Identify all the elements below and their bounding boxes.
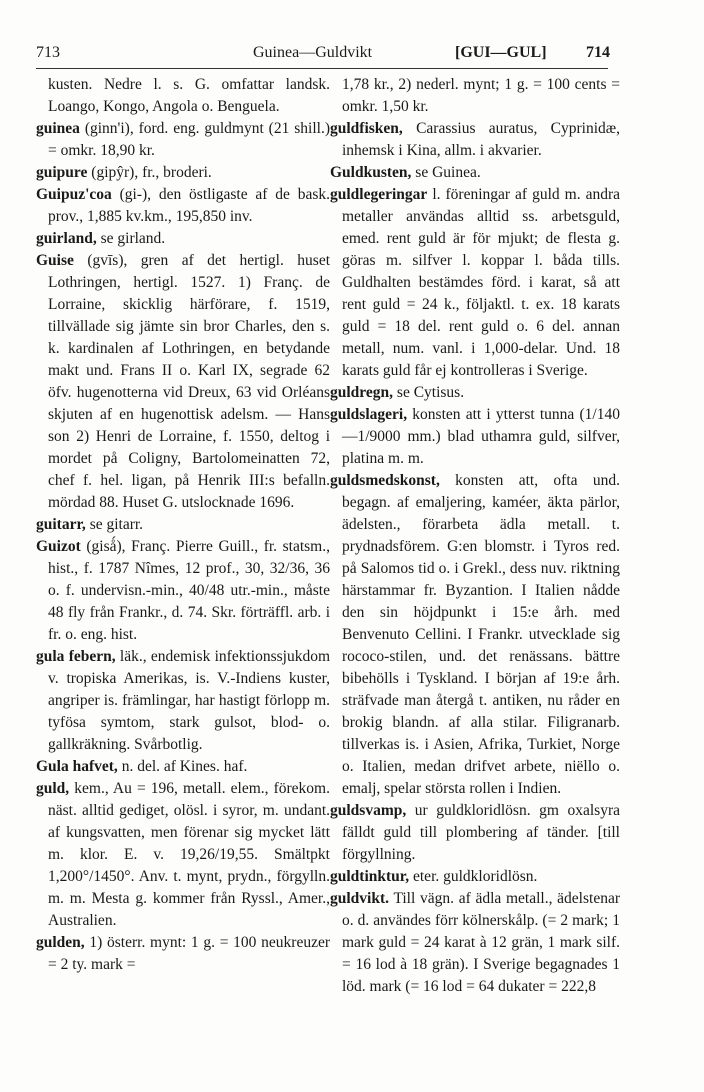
dictionary-entry — [36, 74, 330, 118]
entry-text: (ginn'i), ford. eng. guldmynt (21 shill.) = omkr. 18,90 kr. — [48, 120, 330, 159]
header-rule — [36, 68, 608, 69]
entry-text: läk., endemisk infektionssjukdom v. tropiska Amerikas, is. V.-Indiens kuster, angriper is. främlingar, har hastigt förlopp m. tyfösa symtom, stark gulsot, blod- o. gallkräkning. Svårbotlig. — [48, 648, 330, 753]
entry-text: (gvīs), gren af det hertigl. huset Lothringen, hertigl. 1527. 1) Franç. de Lorraine, skicklig härförare, f. 1519, tillvällade sig jämte sin bror Charles, den s. k. kardinalen af Lothringen, en betydande makt und. Frans II o. Karl IX, segrade 62 öfv. hugenotterna vid Dreux, 63 vid Orléans skjuten af en hugenottisk adelsm. — Hans son 2) Henri de Lorraine, f. 1550, deltog i mordet på Coligny, Bartolomeinatten 72, chef f. hel. ligan, på Henrik III:s befalln. mördad 88. Huset G. utslocknade 1696. — [48, 252, 330, 511]
entry-text: Carassius auratus, Cyprinidæ, inhemsk i Kina, allm. i akvarier. — [342, 120, 620, 159]
page-number-left: 713 — [36, 44, 60, 61]
entry-headword: Guipuz'coa — [36, 186, 112, 203]
left-column — [36, 74, 330, 976]
entry-headword: guldvikt. — [330, 890, 390, 907]
dictionary-entry — [36, 646, 330, 756]
page-header — [0, 44, 704, 68]
entry-text: (gisǻ), Franç. Pierre Guill., fr. statsm., hist., f. 1787 Nîmes, 12 prof., 30, 32/36, 36 o. f. undervisn.-min., 40/48 utr.-min., måste 48 fly från Frankr., d. 74. Skr. förträffl. arb. i fr. o. eng. hist. — [48, 538, 330, 643]
entry-text: Till vägn. af ädla metall., ädelstenar o. d. användes förr kölnerskålp. (= 2 mark; 1 mark guld = 24 karat à 12 grän, 1 mark silf. = 16 lod à 18 grän). I Sverige begagnades 1 löd. mark (= 16 lod = 64 dukater = 222,8 — [342, 890, 620, 995]
dictionary-entry — [330, 382, 620, 404]
page-number-right: 714 — [586, 44, 610, 61]
entry-headword: guld, — [36, 780, 70, 797]
dictionary-entry — [330, 800, 620, 866]
right-column — [330, 74, 620, 998]
entry-headword: Guldkusten, — [330, 164, 412, 181]
dictionary-entry — [330, 470, 620, 800]
entry-text: se girland. — [96, 230, 166, 247]
dictionary-entry — [36, 228, 330, 250]
entry-headword: guipure — [36, 164, 88, 181]
entry-text: se Guinea. — [411, 164, 481, 181]
dictionary-entry — [330, 888, 620, 998]
entry-headword: guldsmedskonst, — [330, 472, 440, 489]
dictionary-entry — [330, 162, 620, 184]
entry-headword: gulden, — [36, 934, 85, 951]
entry-text: se Cytisus. — [393, 384, 465, 401]
entry-headword: guldlegeringar — [330, 186, 428, 203]
entry-text: n. del. af Kines. haf. — [117, 758, 248, 775]
dictionary-entry — [330, 404, 620, 470]
entry-headword: guinea — [36, 120, 80, 137]
entry-text: 1) österr. mynt: 1 g. = 100 neukreuzer = 2 ty. mark = — [48, 934, 330, 973]
entry-text: se gitarr. — [85, 516, 144, 533]
entry-headword: guirland, — [36, 230, 97, 247]
dictionary-entry — [36, 162, 330, 184]
entry-headword: Guizot — [36, 538, 81, 555]
entry-headword: guitarr, — [36, 516, 86, 533]
entry-text: (gi-), den östligaste af de bask. prov., 1,885 kv.km., 195,850 inv. — [48, 186, 330, 225]
entry-headword: guldsvamp, — [330, 802, 407, 819]
dictionary-entry — [36, 250, 330, 514]
entry-headword: Guise — [36, 252, 74, 269]
dictionary-entry — [36, 536, 330, 646]
entry-text: konsten att, ofta und. begagn. af emaljering, kaméer, äkta pärlor, ädelsten., förarbeta ädla metall. t. prydnadsförem. G:en blomstr. i Tyros red. på Salomos tid o. i Grekl., dess nuv. riktning härstammar fr. Byzantion. I Italien nådde den sin höjdpunkt i 15:e årh. med Benvenuto Cellini. I Frankr. utvecklade sig rococo-stilen, und. det renässans. bättre bibehölls i Tyskland. I början af 19:e årh. sträfvade man återgå t. antiken, nu råder en brokig blandn. af alla stilar. Filigranarb. tillverkas is. i Asien, Afrika, Turkiet, Norge o. Italien, medan drifvet arbete, niëllo o. emalj, spelar största rollen i Indien. — [342, 472, 620, 797]
entry-text: ur guldkloridlösn. gm oxalsyra fälldt guld till plombering af tänder. [till förgyllning. — [342, 802, 620, 863]
dictionary-entry — [330, 866, 620, 888]
entry-text: kem., Au = 196, metall. elem., förekom. näst. alltid gediget, olösl. i syror, m. undant. af kungsvatten, men förenar sig mycket lätt m. klor. E. v. 19,26/19,55. Smältpkt 1,200°/1450°. Anv. t. mynt, prydn., förgylln. m. m. Mesta g. kommer från Ryssl., Amer., Australien. — [48, 780, 330, 929]
dictionary-entry — [36, 184, 330, 228]
dictionary-entry — [36, 514, 330, 536]
entry-headword: gula febern, — [36, 648, 116, 665]
running-title: Guinea—Guldvikt — [253, 44, 373, 61]
entry-text: (gipŷr), fr., broderi. — [87, 164, 212, 181]
entry-text: konsten att i ytterst tunna (1/140—1/9000 mm.) blad uthamra guld, silfver, platina m. m. — [342, 406, 620, 467]
dictionary-entry — [36, 756, 330, 778]
entry-range: [GUI—GUL] — [455, 44, 547, 61]
entry-text: kusten. Nedre l. s. G. omfattar landsk. Loango, Kongo, Angola o. Benguela. — [48, 76, 330, 115]
entry-headword: Gula hafvet, — [36, 758, 118, 775]
entry-text: l. föreningar af guld m. andra metaller användas alltid ss. arbetsguld, emed. rent guld är för mjukt; de flesta g. göras m. silfver l. koppar l. båda tills. Guldhalten bestämdes förd. i karat, så att rent guld = 24 k., följaktl. t. ex. 18 karats guld = 18 del. rent guld o. 6 del. annan metall, num. vanl. i 1,000-delar. Und. 18 karats guld får ej kontrolleras i Sverige. — [342, 186, 620, 379]
dictionary-entry — [36, 778, 330, 932]
entry-headword: guldslageri, — [330, 406, 408, 423]
dictionary-entry — [330, 184, 620, 382]
entry-text: eter. guldkloridlösn. — [409, 868, 538, 885]
entry-headword: guldregn, — [330, 384, 394, 401]
dictionary-entry — [330, 118, 620, 162]
dictionary-entry — [36, 932, 330, 976]
entry-text: 1,78 kr., 2) nederl. mynt; 1 g. = 100 cents = omkr. 1,50 kr. — [342, 76, 620, 115]
dictionary-entry — [36, 118, 330, 162]
dictionary-entry — [330, 74, 620, 118]
entry-headword: guldfisken, — [330, 120, 403, 137]
entry-headword: guldtinktur, — [330, 868, 410, 885]
